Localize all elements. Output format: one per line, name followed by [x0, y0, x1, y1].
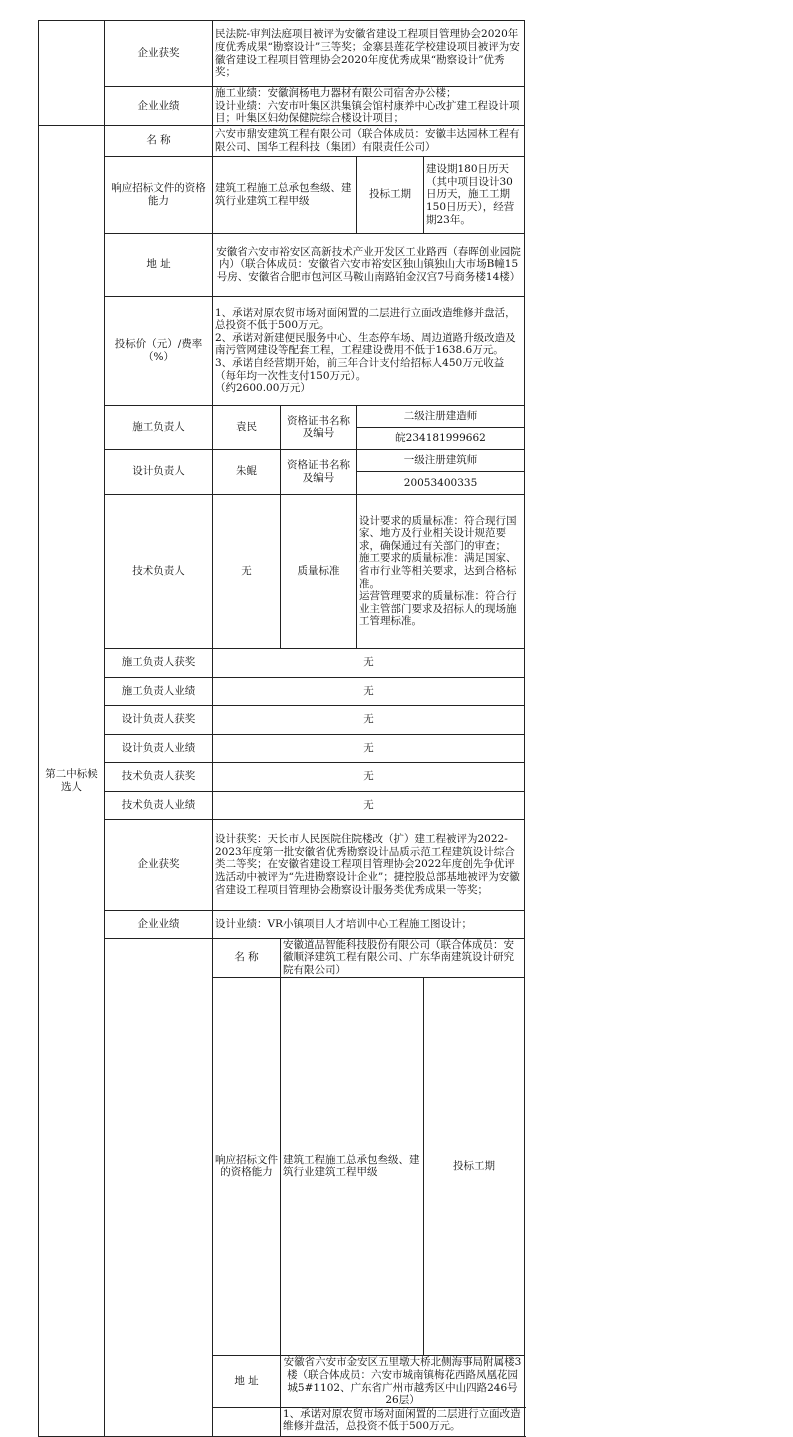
b2-row-value: 无 [213, 648, 525, 677]
b2-qual-row [39, 156, 525, 233]
b2-row-value: 无 [213, 677, 525, 705]
b2-cons-cert-cell [357, 405, 525, 449]
bid-table [38, 20, 525, 1437]
b2-award-label: 企业获奖 [105, 819, 213, 910]
b3-addr-label: 地 址 [213, 1356, 281, 1407]
b2-addr-label: 地 址 [105, 233, 213, 296]
b2-award-value: 设计获奖：天长市人民医院住院楼改（扩）建工程被评为2022-2023年度第一批安徽省优秀勘察设计品质示范工程建筑设计综合类二等奖；在安徽省建设工程项目管理协会2022年度创先争优评选活动中被评为“先进勘察设计企业”；捷控股总部基地被评为安徽省建设工程项目管理协会勘察设计服务类优秀成果一等奖； [213, 819, 525, 910]
b2-name-value: 六安市鼎安建筑工程有限公司（联合体成员：安徽丰达园林工程有限公司、国华工程科技（集团）有限责任公司） [213, 125, 525, 156]
b2-misc-row [39, 705, 525, 734]
b2-misc-row [39, 648, 525, 677]
b2-addr-row [39, 233, 525, 296]
b2-row-label: 施工负责人获奖 [105, 648, 213, 677]
b1-left-cell [39, 21, 105, 126]
b2-perf-value: 设计业绩：VR小镇项目人才培训中心工程施工图设计； [213, 910, 525, 938]
b2-cons-row [39, 405, 525, 449]
b3-qual-value: 建筑工程施工总承包叁级、建筑行业建筑工程甲级 [281, 977, 424, 1356]
b2-row-label: 设计负责人业绩 [105, 734, 213, 762]
b2-period-label: 投标工期 [357, 156, 424, 233]
b2-name-label: 名 称 [105, 125, 213, 156]
b2-cons-cert-type: 二级注册建造师 [357, 406, 524, 428]
b2-price-value: 1、承诺对原农贸市场对面闲置的二层进行立面改造维修并盘活，总投资不低于500万元。 2、承诺对新建便民服务中心、生态停车场、周边道路升级改造及南污管网建设等配套工程，工程建设费用不低于1638.6万元。 3、承诺自经营期开始，前三年合计支付给招标人450万元收益（每年均一次性支付150万元）。 （约2600.00万元） [213, 296, 525, 405]
b2-misc-row [39, 791, 525, 819]
b3-price-value: 1、承诺对原农贸市场对面闲置的二层进行立面改造维修并盘活，总投资不低于500万元。 [281, 1407, 525, 1436]
b2-row-value: 无 [213, 705, 525, 734]
b2-cons-cert-no: 皖234181999662 [395, 431, 486, 444]
b2-tech-label: 技术负责人 [105, 494, 213, 648]
b1-award-value: 民法院-审判法庭项目被评为安徽省建设工程项目管理协会2020年度优秀成果“勘察设计”三等奖；金寨县莲花学校建设项目被评为安徽省建设工程项目管理协会2020年度优秀成果“勘察设计”优秀奖； [213, 21, 525, 87]
b2-design-cert-label: 资格证书名称及编号 [281, 449, 357, 494]
b2-tech-row [39, 494, 525, 648]
b2-misc-row [39, 734, 525, 762]
b3-addr-value: 安徽省六安市金安区五里墩大桥北侧海事局附属楼3楼（联合体成员：六安市城南镇梅花西路凤凰花园城5#1102、广东省广州市越秀区中山四路246号26层） [281, 1356, 525, 1407]
b3-name-label: 名 称 [213, 938, 281, 977]
b2-row-value: 无 [213, 791, 525, 819]
b2-qual-value: 建筑工程施工总承包叁级、建筑行业建筑工程甲级 [213, 156, 357, 233]
b2-cons-name: 袁民 [213, 405, 281, 449]
b3-name-value: 安徽道品智能科技股份有限公司（联合体成员：安徽顺泽建筑工程有限公司、广东华南建筑设计研究院有限公司） [281, 938, 525, 977]
b2-row-label: 设计负责人获奖 [105, 705, 213, 734]
b2-price-row [39, 296, 525, 405]
b2-perf-label: 企业业绩 [105, 910, 213, 938]
b3-price-label [213, 1407, 281, 1436]
b2-design-cert-no: 20053400335 [403, 476, 478, 489]
b1-perf-label: 企业业绩 [105, 87, 213, 126]
b2-quality-label: 质量标准 [281, 494, 357, 648]
b2-row-label: 施工负责人业绩 [105, 677, 213, 705]
b3-qual-label: 响应招标文件的资格能力 [213, 977, 281, 1356]
b2-award-row [39, 819, 525, 910]
b1-perf-row [39, 87, 525, 126]
b2-row-label: 技术负责人业绩 [105, 791, 213, 819]
b2-price-label: 投标价（元）/费率（%） [105, 296, 213, 405]
b2-design-cert-cell [357, 449, 525, 494]
b3-name-row [39, 938, 525, 977]
b2-cons-label: 施工负责人 [105, 405, 213, 449]
b2-misc-row [39, 762, 525, 791]
b3-left-cell [105, 938, 213, 1436]
b2-cons-cert-label: 资格证书名称及编号 [281, 405, 357, 449]
b2-row-value: 无 [213, 762, 525, 791]
b1-award-label: 企业获奖 [105, 21, 213, 87]
b2-perf-row [39, 910, 525, 938]
b2-misc-row [39, 677, 525, 705]
candidate-label: 第二中标候选人 [39, 125, 105, 1436]
b2-name-row [39, 125, 525, 156]
b2-design-name: 朱鲲 [213, 449, 281, 494]
b3-period-label: 投标工期 [424, 977, 525, 1356]
b2-row-label: 技术负责人获奖 [105, 762, 213, 791]
b2-qual-label: 响应招标文件的资格能力 [105, 156, 213, 233]
b1-award-row [39, 21, 525, 87]
b1-perf-value: 施工业绩：安徽润杨电力器材有限公司宿舍办公楼； 设计业绩：六安市叶集区洪集镇会馆村康养中心改扩建工程设计项目；叶集区妇幼保健院综合楼设计项目； [213, 87, 525, 126]
b2-design-row [39, 449, 525, 494]
b2-addr-value: 安徽省六安市裕安区高新技术产业开发区工业路西（春晖创业园院内）（联合体成员：安徽省六安市裕安区独山镇独山大市场B幢15号房、安徽省合肥市包河区马鞍山南路铂金汉宫7号商务楼14楼） [213, 233, 525, 296]
b2-tech-name: 无 [213, 494, 281, 648]
b2-design-label: 设计负责人 [105, 449, 213, 494]
b2-period-value: 建设期180日历天（其中项目设计30日历天，施工工期150日历天），经营期23年。 [424, 156, 525, 233]
b2-quality-value: 设计要求的质量标准：符合现行国家、地方及行业相关设计规范要求，确保通过有关部门的审查； 施工要求的质量标准：满足国家、省市行业等相关要求，达到合格标准。 运营管理要求的质量标准：符合行业主管部门要求及招标人的现场施工管理标准。 [357, 494, 525, 648]
b2-row-value: 无 [213, 734, 525, 762]
b2-design-cert-type: 一级注册建筑师 [357, 450, 524, 472]
